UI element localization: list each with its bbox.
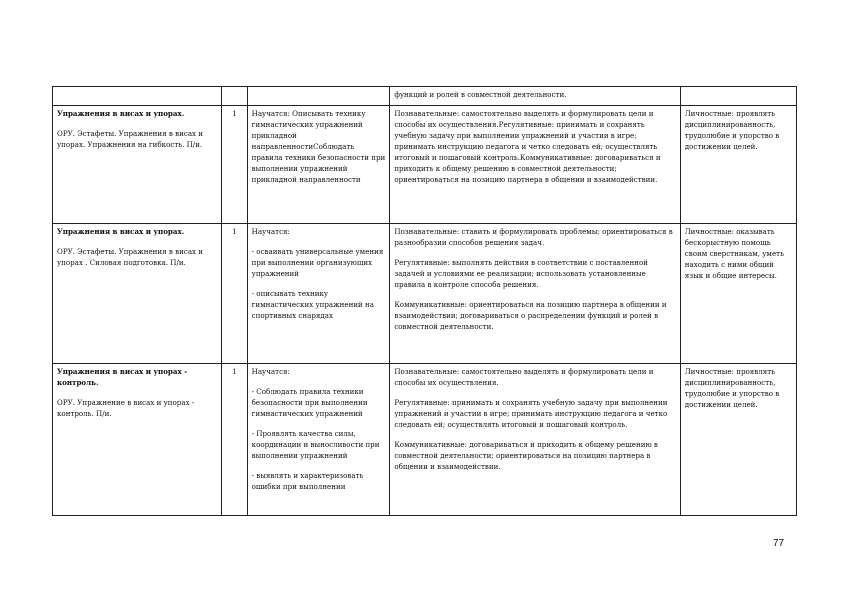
uud-text: Коммуникативные: ориентироваться на позицию партнера в общении и взаимодействии; договариваться о распределении функций и ролей в совместной деятельности. [394, 300, 667, 331]
cell-topic [53, 106, 222, 224]
cell-topic [53, 364, 222, 516]
topic-description: ОРУ. Эстафеты. Упражнения в висах и упорах . Силовая подготовка. П/и. [57, 247, 204, 267]
skills-text: Научатся: [251, 227, 290, 236]
topic-title: Упражнения в висах и упорах. [57, 227, 185, 236]
skills-text: - осваивать универсальные умения при выполнении организующих упражнений [251, 247, 384, 278]
cell-skills [247, 106, 390, 224]
skills-text: - описывать технику гимнастических упражнений на спортивных снарядах [251, 289, 374, 320]
uud-text: Познавательные: ставить и формулировать проблемы; ориентироваться в разнообразии способов решения задач. [394, 227, 673, 247]
uud-text: Регулятивные: принимать и сохранять учебную задачу при выполнении упражнений и участии в игре; принимать инструкцию педагога и четко следовать ей; осуществлять итоговый и пошаговый контроль. [394, 398, 668, 429]
cell-personal: Личностные: оказывать бескорыстную помощь своим сверстникам, уметь находить с ними общий язык и общие интересы. [680, 224, 796, 364]
cell-topic [53, 224, 222, 364]
topic-description: ОРУ. Упражнение в висах и упорах - контроль. П/и. [57, 398, 195, 418]
topic-title: Упражнения в висах и упорах. [57, 109, 185, 118]
topic-description: ОРУ. Эстафеты. Упражнения в висах и упорах. Упражнения на гибкость. П/и. [57, 129, 204, 149]
page-number: 77 [773, 538, 785, 549]
uud-text: Коммуникативные: договариваться и приходить к общему решению в совместной деятельности; ориентироваться на позицию партнера в общении и взаимодействии. [394, 440, 658, 471]
cell-uud [390, 224, 680, 364]
cell-empty [247, 87, 390, 106]
table-row [53, 106, 797, 224]
cell-personal: Личностные: проявлять дисциплинированность, трудолюбие и упорство в достижении целей. [680, 106, 796, 224]
lesson-plan-table [52, 86, 797, 516]
cell-skills [247, 224, 390, 364]
skills-text: - Проявлять качества силы, координации и выносливости при выполнении упражнений [251, 429, 380, 460]
cell-empty [222, 87, 247, 106]
cell-uud-continuation: функций и ролей в совместной деятельности. [390, 87, 680, 106]
cell-empty [53, 87, 222, 106]
uud-text: Регулятивные: выполнять действия в соответствии с поставленной задачей и условиями ее реализации; использовать установленные правила в контроле способа решения. [394, 258, 648, 289]
cell-hours: 1 [222, 106, 247, 224]
cell-hours: 1 [222, 364, 247, 516]
skills-text: - выявлять и характеризовать ошибки при выполнении [251, 471, 364, 491]
cell-hours: 1 [222, 224, 247, 364]
cell-skills [247, 364, 390, 516]
table-row-continuation [53, 87, 797, 106]
cell-uud [390, 106, 680, 224]
cell-empty [680, 87, 796, 106]
uud-text: Познавательные: самостоятельно выделять и формулировать цели и способы их осуществления.Регулятивные: принимать и сохранять учебную задачу при выполнении упражнений и участии в игре; принимать инструкцию педагога и четко следовать ей; осуществлять итоговый и пошаговый контроль.Коммуникативные: договариваться и приходить к общему решению в совместной деятельности; ориентироваться на позицию партнера в общении и взаимодействии. [394, 109, 661, 184]
cell-personal: Личностные: проявлять дисциплинированность, трудолюбие и упорство в достижении целей. [680, 364, 796, 516]
table-row [53, 224, 797, 364]
topic-title: Упражнения в висах и упорах - контроль. [57, 367, 188, 387]
uud-text: Познавательные: самостоятельно выделять и формулировать цели и способы их осуществления. [394, 367, 654, 387]
skills-text: - Соблюдать правила техники безопасности при выполнении гимнастических упражнений [251, 387, 368, 418]
skills-text: Научатся: [251, 367, 290, 376]
skills-text: Научатся: Описывать технику гимнастических упражнений прикладной направленностиСоблюдать правила техники безопасности при выполнении упражнений прикладной направленности [251, 109, 386, 184]
table-row [53, 364, 797, 516]
cell-uud [390, 364, 680, 516]
